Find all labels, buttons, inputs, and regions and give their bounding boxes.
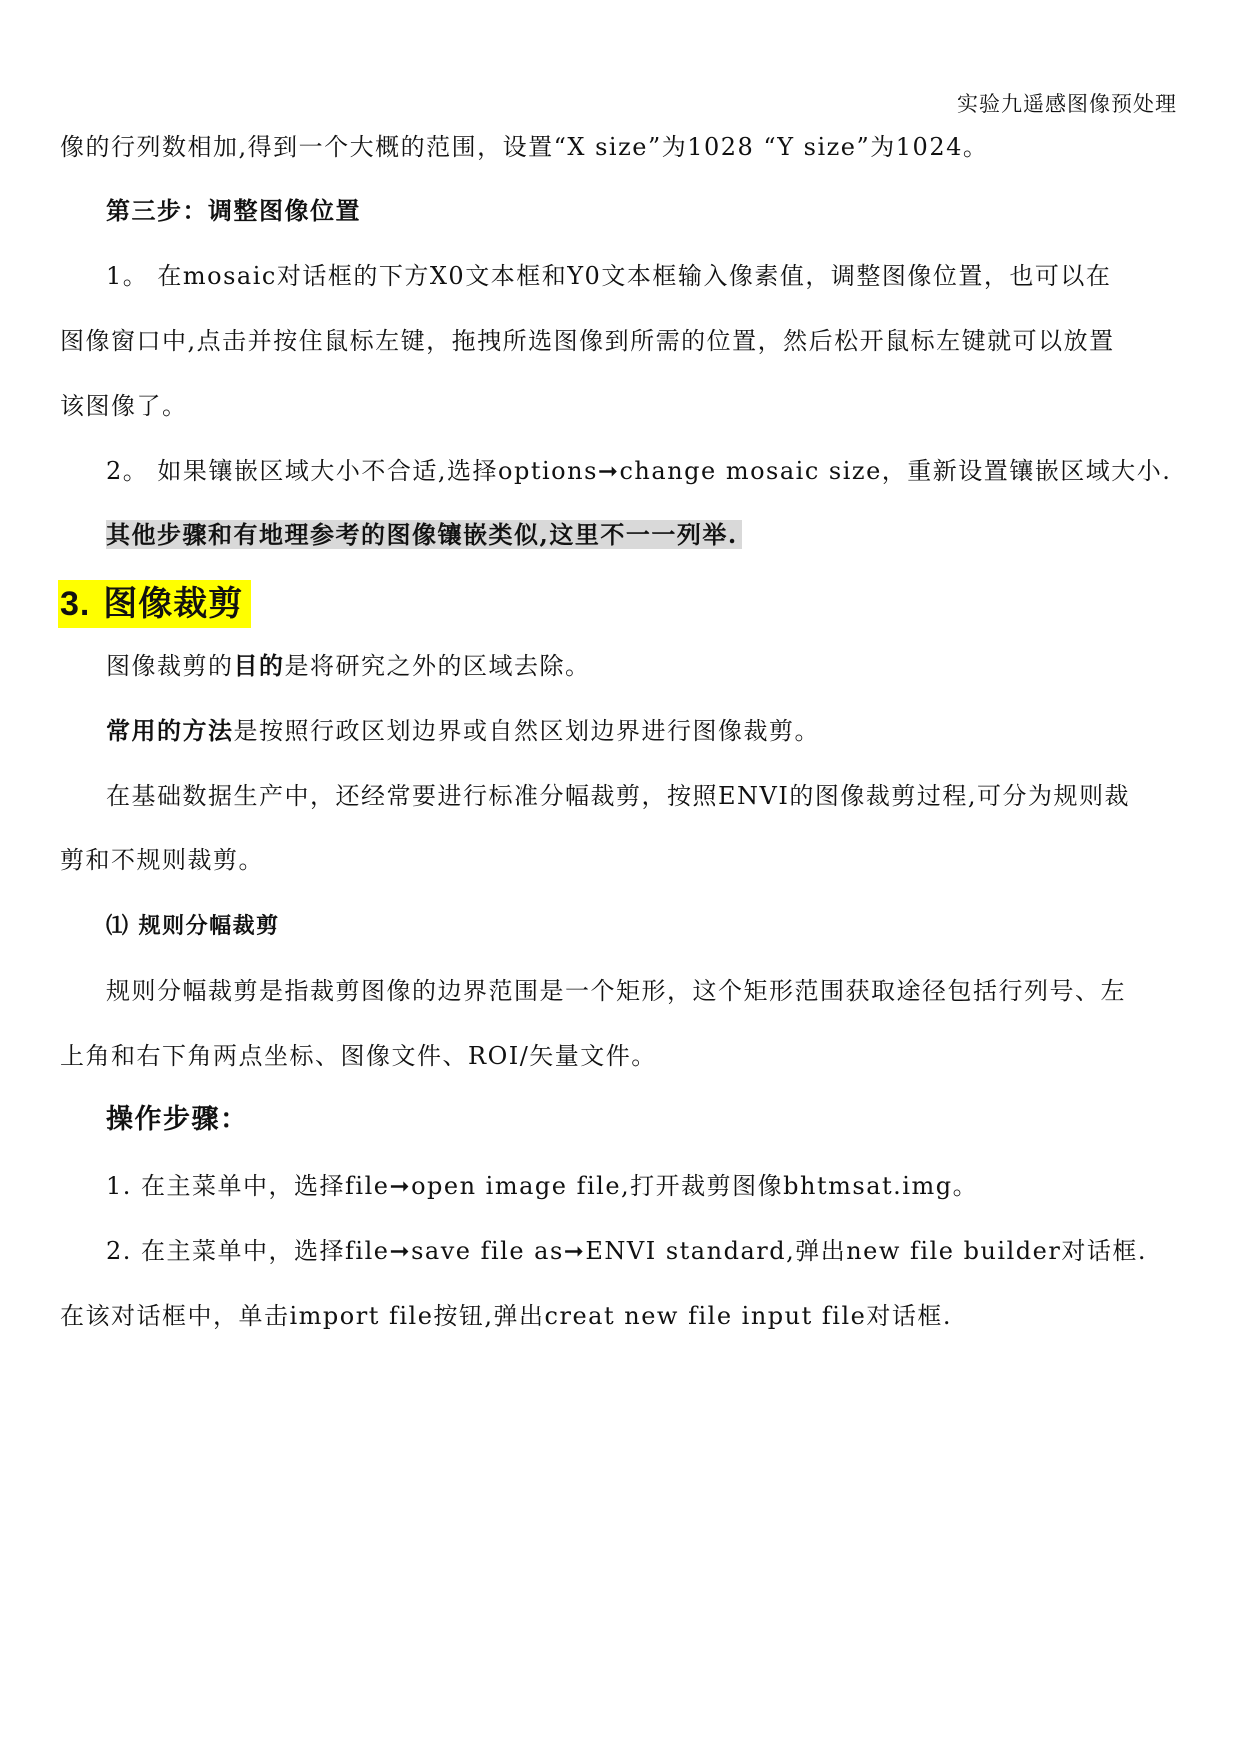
step-3-title: 第三步：调整图像位置 [106,196,361,225]
step-1-line: 1。 在mosaic对话框的下方X0文本框和Y0文本框输入像素值，调整图像位置，也可以在 [106,262,1112,290]
operation-step-1: 1. 在主菜单中，选择file➞open image file,打开裁剪图像bhtmsat.img。 [106,1172,979,1200]
section-title: 图像裁剪 [103,584,244,624]
section-number: 3. [60,585,91,623]
purpose-paragraph [106,650,1190,682]
running-header: 实验九遥感图像预处理 [957,92,1177,116]
step-1-line: 图像窗口中,点击并按住鼠标左键，拖拽所选图像到所需的位置，然后松开鼠标左键就可以放置 [60,327,1115,355]
note-highlight: 其他步骤和有地理参考的图像镶嵌类似,这里不一一列举. [106,520,742,549]
step-2-line: 2。 如果镶嵌区域大小不合适,选择options➞change mosaic size，重新设置镶嵌区域大小. [106,457,1172,485]
subsection-title: ⑴ 规则分幅裁剪 [106,913,280,939]
paragraph-line: 像的行列数相加,得到一个大概的范围，设置“X size”为1028 “Y size”为1024。 [60,133,989,161]
purpose-suffix: 是将研究之外的区域去除。 [284,652,591,680]
purpose-keyword: 目的 [233,651,285,680]
purpose-prefix: 图像裁剪的 [106,652,234,680]
paragraph-line: 在基础数据生产中，还经常要进行标准分幅裁剪，按照ENVI的图像裁剪过程,可分为规则裁 [106,782,1130,810]
paragraph-line: 规则分幅裁剪是指裁剪图像的边界范围是一个矩形，这个矩形范围获取途径包括行列号、左 [106,977,1126,1005]
step-1-line: 该图像了。 [60,392,188,420]
operations-title: 操作步骤： [106,1104,249,1135]
note-line [106,519,742,551]
paragraph-line: 上角和右下角两点坐标、图像文件、ROI/矢量文件。 [60,1042,657,1070]
section-3-heading [58,580,251,628]
method-paragraph [106,715,1190,747]
operation-step-2: 在该对话框中，单击import file按钮,弹出creat new file input file对话框. [60,1302,952,1330]
method-keyword: 常用的方法 [106,716,234,745]
paragraph-line: 剪和不规则裁剪。 [60,846,264,874]
operation-step-2: 2. 在主菜单中，选择file➞save file as➞ENVI standard,弹出new file builder对话框. [106,1237,1147,1265]
method-text: 是按照行政区划边界或自然区划边界进行图像裁剪。 [233,717,820,745]
